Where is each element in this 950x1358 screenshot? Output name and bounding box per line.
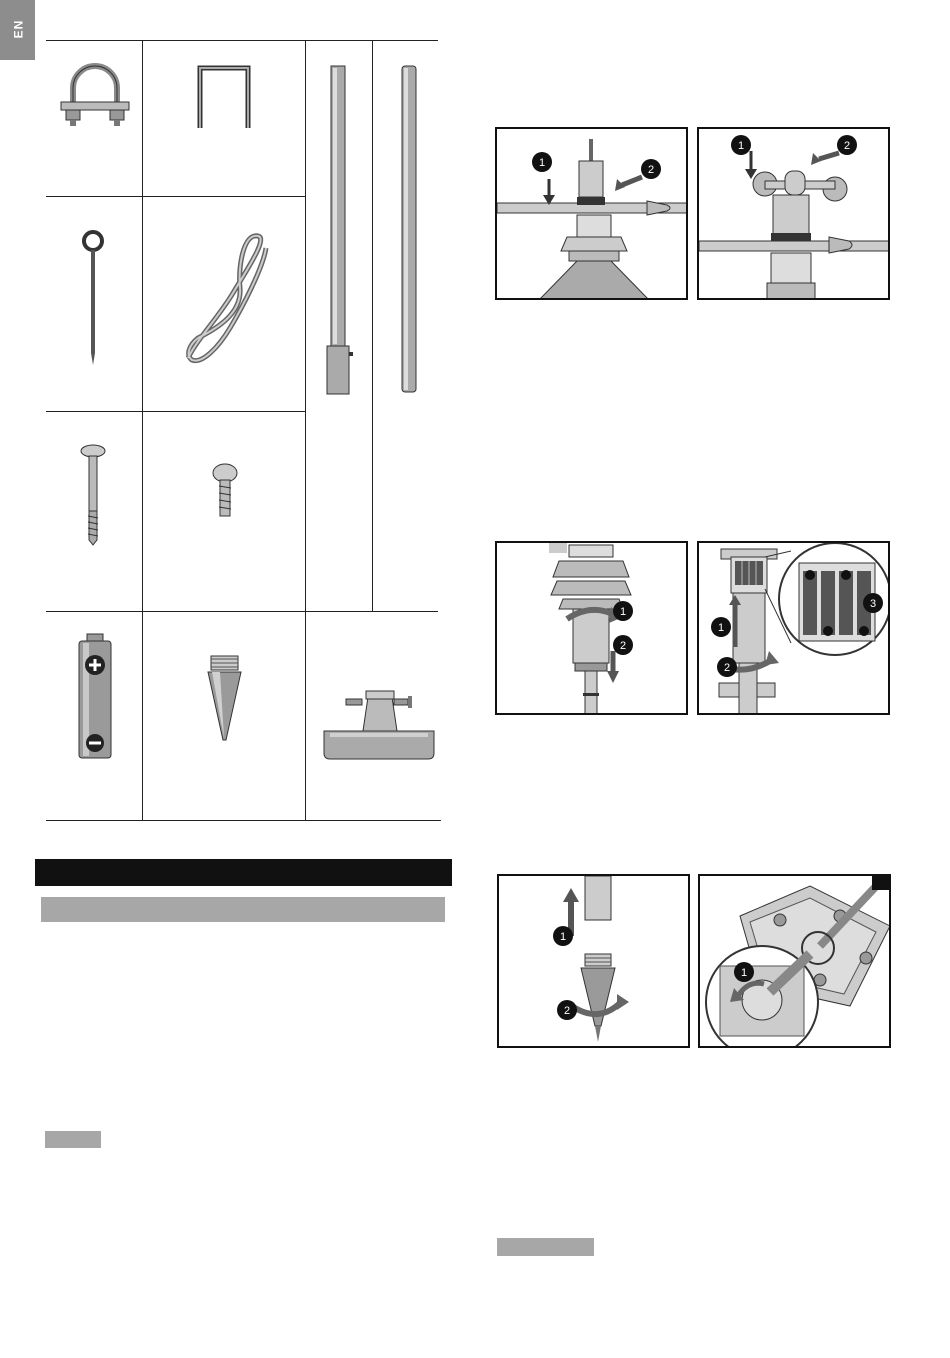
figure-4-step-3: 3 bbox=[869, 598, 877, 610]
figure-anemometer-step-a bbox=[495, 127, 688, 300]
figure-3-step-1: 1 bbox=[619, 606, 627, 618]
figure-base-step bbox=[698, 874, 891, 1048]
figure-3-step-2: 2 bbox=[619, 640, 627, 652]
figure-6-step-1: 1 bbox=[740, 967, 748, 979]
figure-4-step-2: 2 bbox=[723, 662, 731, 674]
figure-2-step-1: 1 bbox=[737, 140, 745, 152]
figure-battery-step-b bbox=[697, 541, 890, 715]
note-label-bar-right bbox=[497, 1238, 594, 1256]
figure-spike-step bbox=[497, 874, 690, 1048]
section-header-bar bbox=[35, 859, 452, 886]
subsection-header-bar bbox=[41, 897, 445, 922]
figure-1-step-1: 1 bbox=[538, 157, 546, 169]
figure-4-step-1: 1 bbox=[717, 622, 725, 634]
figure-battery-step-a bbox=[495, 541, 688, 715]
figure-2-step-2: 2 bbox=[843, 140, 851, 152]
figure-1-step-2: 2 bbox=[647, 164, 655, 176]
note-label-bar bbox=[45, 1131, 101, 1148]
parts-grid bbox=[0, 0, 460, 830]
language-tab-label: EN bbox=[11, 19, 26, 39]
figure-5-step-1: 1 bbox=[559, 931, 567, 943]
figure-5-step-2: 2 bbox=[563, 1005, 571, 1017]
figure-anemometer-step-b bbox=[697, 127, 890, 300]
